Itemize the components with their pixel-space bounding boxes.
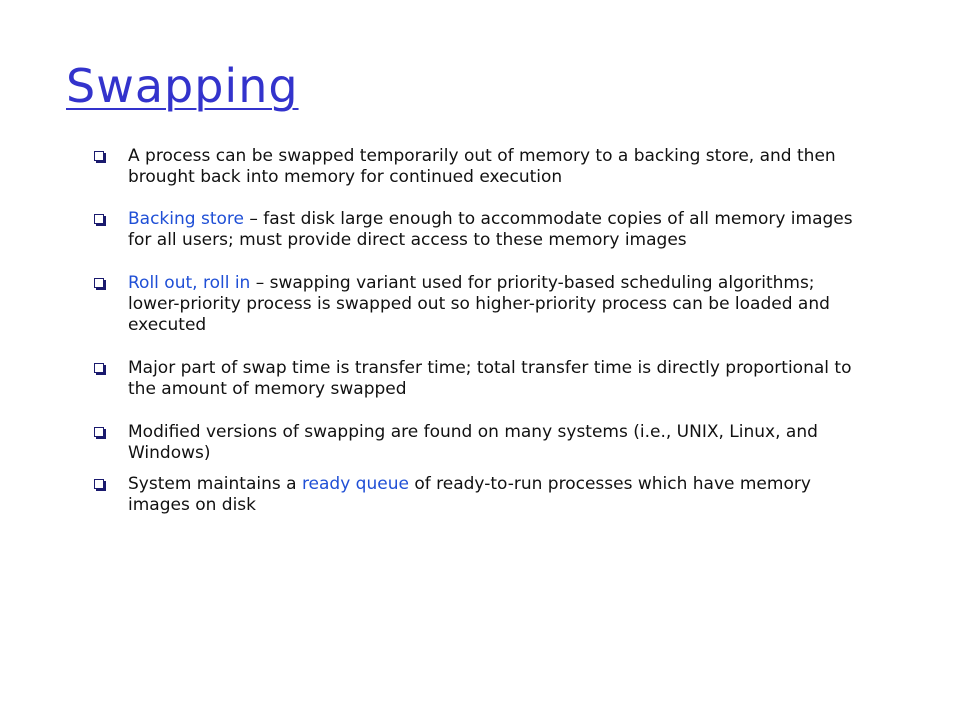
bullet-item bbox=[94, 358, 854, 400]
bullet-item bbox=[94, 474, 854, 516]
bullet-text: Major part of swap time is transfer time; total transfer time is directly proportional to the amount of memory swapped bbox=[128, 358, 852, 399]
bullet-text: – swapping variant used for priority-based scheduling algorithms; lower-priority process is swapped out so higher-priority process can be loaded and executed bbox=[128, 273, 830, 335]
term-roll-out-roll-in: Roll out, roll in bbox=[128, 273, 251, 293]
bullet-item bbox=[94, 422, 854, 464]
slide-title: Swapping bbox=[66, 59, 299, 113]
bullet-item bbox=[94, 209, 854, 251]
bullet-text: A process can be swapped temporarily out of memory to a backing store, and then brought back into memory for continued execution bbox=[128, 146, 836, 187]
bullet-text: – fast disk large enough to accommodate copies of all memory images for all users; must provide direct access to these memory images bbox=[128, 209, 853, 250]
bullet-text: Modified versions of swapping are found on many systems (i.e., UNIX, Linux, and Windows) bbox=[128, 422, 818, 463]
term-ready-queue: ready queue bbox=[301, 474, 409, 494]
hollow-square-bullet-icon bbox=[94, 363, 104, 373]
bullet-item bbox=[94, 146, 854, 188]
hollow-square-bullet-icon bbox=[94, 151, 104, 161]
bullet-text-before: System maintains a bbox=[128, 474, 302, 494]
hollow-square-bullet-icon bbox=[94, 427, 104, 437]
hollow-square-bullet-icon bbox=[94, 214, 104, 224]
term-backing-store: Backing store bbox=[128, 209, 244, 229]
bullet-text-after: of ready-to-run processes which have memory images on disk bbox=[128, 474, 811, 515]
bullet-list bbox=[94, 146, 854, 516]
bullet-item bbox=[94, 273, 854, 336]
hollow-square-bullet-icon bbox=[94, 278, 104, 288]
hollow-square-bullet-icon bbox=[94, 479, 104, 489]
